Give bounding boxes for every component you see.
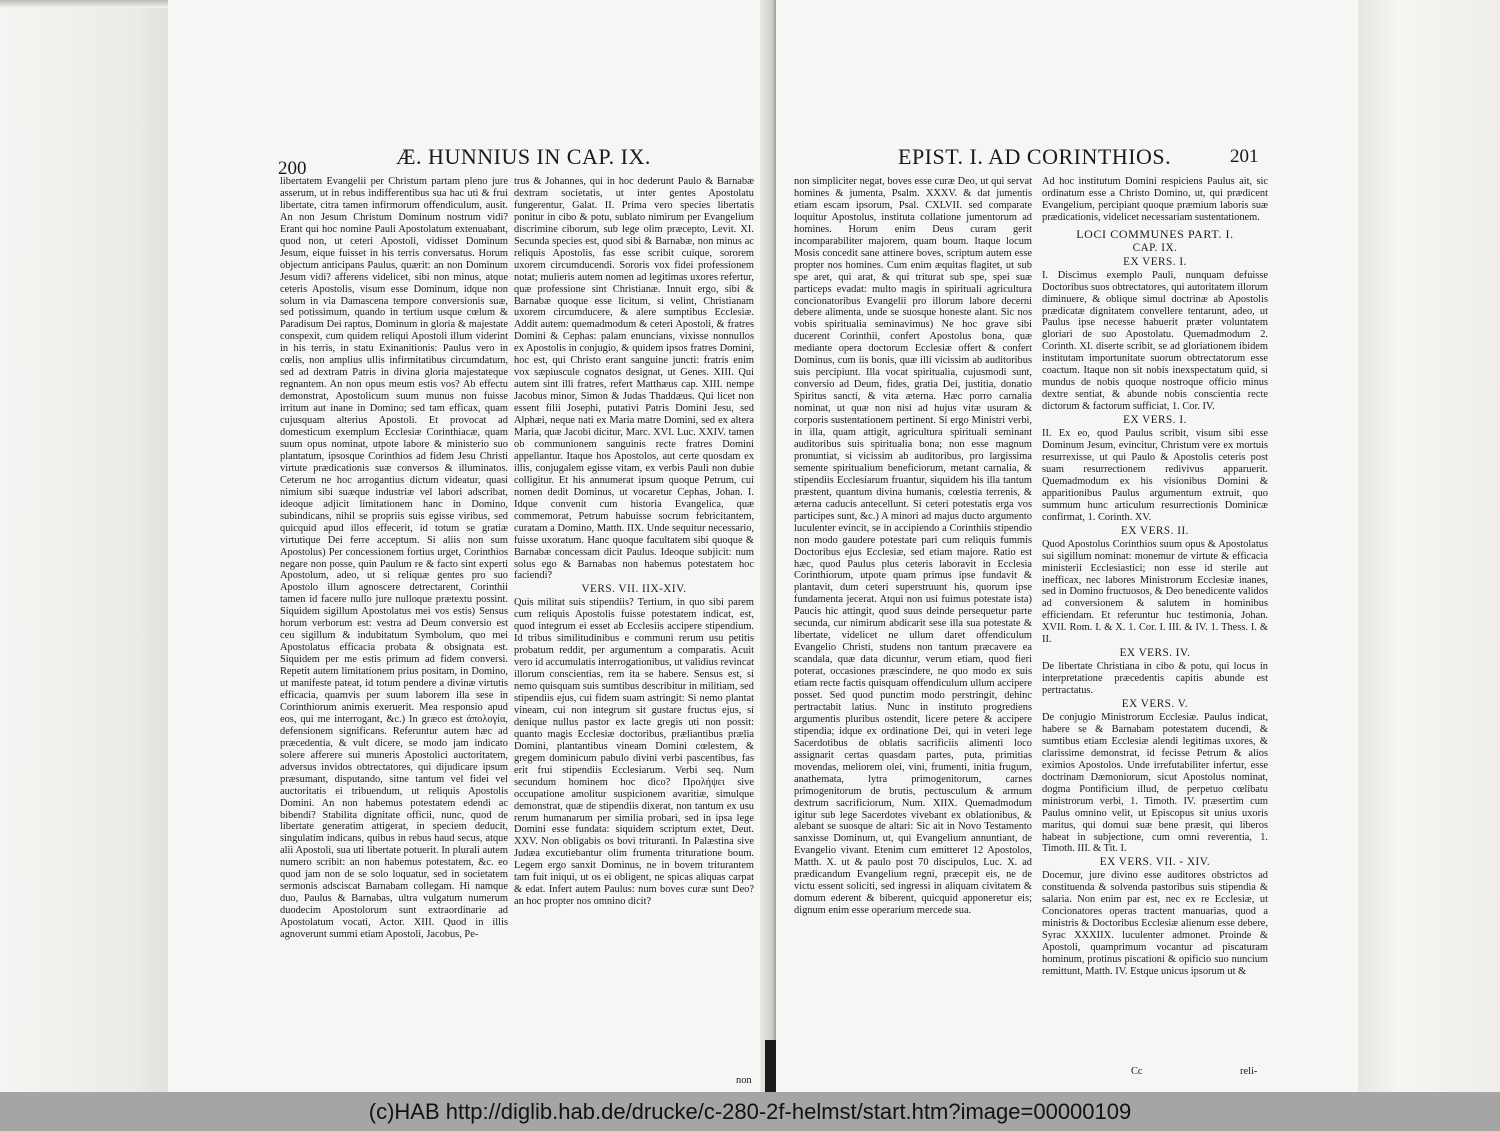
signature-mark: Cc bbox=[1131, 1066, 1143, 1077]
locus-6: Docemur, jure divino esse auditores obstrictos ad constituenda & solvenda pastoribus suis stipendia & salaria. Non enim par est, nec ex re Ecclesiæ, ut Concionatores operas tractent manuarias, quod a ministris & Doctoribus Ecclesiæ alienum esse debere, Syrac XXXIIX. luculenter admonet. Proinde & Apostoli, quamprimum vocantur ad piscaturam hominum, protinus piscationi & opificio suo nuncium remittunt, Matth. IV. Estque unicus ipsorum ut & bbox=[1042, 870, 1268, 977]
running-head-right: EPIST. I. AD CORINTHIOS. bbox=[898, 144, 1172, 169]
verse-heading-5: EX VERS. V. bbox=[1121, 698, 1189, 711]
catchword-right: reli- bbox=[1240, 1066, 1258, 1077]
footer-text: (c)HAB http://diglib.hab.de/drucke/c-280-2f-helmst/start.htm?image=00000109 bbox=[368, 1098, 1132, 1124]
right-page bbox=[776, 0, 1358, 1092]
verse-heading-2: EX VERS. II. bbox=[1121, 524, 1189, 537]
left-column-2 bbox=[514, 176, 754, 908]
chapter-heading: CAP. IX. bbox=[1132, 241, 1178, 254]
locus-5: De conjugio Ministrorum Ecclesiæ. Paulus indicat, habere se & Barnabam potestatem ducendi, & sumtibus etiam Ecclesiæ alendi legitimas uxores, & clarissime demonstrat, id fecisse Petrum & alios eximios Apostolos. Unde irrefutabiliter infertur, esse doctrinam Dæmoniorum, sicut Apostolus nominat, dogma Pontificium illud, de perpetuo cœlibatu ministrorum verbi, 1. Timoth. IV. præsertim cum Paulus omnino velit, ut Episcopus sit unius uxoris maritus, qui domui suæ bene præsit, qui liberos habeat in subjectione, cum omni reverentia, 1. Timoth. III. & Tit. I. bbox=[1042, 711, 1268, 855]
left-col2-text-a: trus & Johannes, qui in hoc dederunt Paulo & Barnabæ dextram societatis, ut inter gentes Apostolatu fungerentur, Galat. II. Prima vero species libertatis ponitur in cibo & potu, sublato nimirum per Evangelium discrimine ciborum, sub lege olim præcepto, Levit. XI. Secunda species est, quod sibi & Barnabæ, non minus ac reliquis Apostolis, fas esse scribit cuique, sororem uxorem circumducendi. Sororis vox fidei professionem notat; mulieris autem nomen ad legitimas uxores refertur, quæ professione sint Christianæ. Innuit ergo, sibi & Barnabæ quoque esse licitum, si velint, Christianam uxorem circumducere, & alere sumptibus Ecclesiæ. Addit autem: quemadmodum & ceteri Apostoli, & fratres Domini & Cephas: palam enuncians, vixisse nonnullos ex Apostolis in conjugio, & quidem ipsos fratres Domini, hoc est, qui Christo erant sanguine juncti: fratris enim vox sæpiuscule cognatos designat, ut Genes. XIII. Qui autem sint illi fratres, refert Matthæus cap. XIII. nempe Jacobus minor, Simon & Judas Thaddæus. Qui licet non essent filii Josephi, putativi Patris Domini Jesu, sed Alphæi, neque nati ex Maria matre Domini, sed ex altera Maria, quæ Jacobi dicitur, Marc. XVI. Luc. XXIV. tamen ob communionem sanguinis recte fratres Domini appellantur. Itaque hos Apostolos, aut certe quosdam ex illis, conjugalem egisse vitam, ex verbis Pauli non dubie colligitur. Et his annumerat ipsum quoque Petrum, cui nomen dedit Dominus, ut vocaretur Cephas, Johan. I. Idque convenit cum historia Evangelica, quæ commemorat, Petrum habuisse socrum febricitantem, curatam a Domino, Matth. IIX. Unde sequitur necessario, fuisse uxoratum. Hanc quoque facultatem sibi quoque & Barnabæ concessam dicit Paulus. Ideoque subjicit: num solus ego & Barnabas non habemus potestatem hoc faciendi? bbox=[514, 176, 754, 582]
left-column-1 bbox=[280, 176, 508, 941]
verse-heading-1b: EX VERS. I. bbox=[1123, 414, 1187, 427]
scan-left-margin bbox=[0, 0, 168, 1092]
left-page bbox=[168, 0, 774, 1092]
page-number-left: 200 bbox=[278, 158, 307, 179]
locus-2: II. Ex eo, quod Paulus scribit, visum sibi esse Dominum Jesum, evincitur, Christum vere ex mortuis resurrexisse, ut qui Paulo & Apostolis ceteris post suam resurrectionem redivivus apparuerit. Quemadmodum ex his visionibus Domini & apparitionibus Paulus argumentum extruit, quo summum hunc articulum resurrectionis Dominicæ confirmat, 1. Corinth. XV. bbox=[1042, 428, 1268, 523]
verse-heading-7: EX VERS. VII. - XIV. bbox=[1099, 856, 1211, 869]
locus-3: Quod Apostolus Corinthios suum opus & Apostolatus sui sigillum nominat: monemur de virtute & efficacia ministerii Ecclesiastici; non esse id sterile aut inefficax, nec labores Ministrorum Ecclesiæ inanes, sed in Domino fructuosos, & Deo benedicente validos ad conversionem & salutem in hominibus efficiendam. Et referuntur huc testimonia, Johan. XVII. Rom. I. & X. 1. Cor. I. III. & IV. 1. Thess. I. & II. bbox=[1042, 538, 1268, 646]
copyright-footer bbox=[0, 1092, 1500, 1131]
locus-1: I. Discimus exemplo Pauli, nunquam defuisse Doctoribus suos obtrectatores, qui autoritatem illorum diminuere, & oblique simul doctrinæ ab Apostolis prædicatæ dignitatem convellere tentarunt, adeo, ut Paulus ipse necesse habuerit præter voluntatem gloriari de suo Apostolatu. Quemadmodum 2. Corinth. XI. diserte scribit, se ad gloriationem ibidem institutam importunitate suorum obtrectatorum esse coactum. Itaque non sit nobis inexspectatum quid, si mundus de nobis quoque nostroque officio minus dextre sentiat, & abunde nobis conscientia recte dictorum & factorum sufficiat, 1. Cor. IV. bbox=[1042, 269, 1268, 413]
running-head-left: Æ. HUNNIUS IN CAP. IX. bbox=[396, 144, 651, 169]
verse-heading-4: EX VERS. IV. bbox=[1119, 647, 1191, 660]
scan-right-margin bbox=[1356, 0, 1500, 1092]
right-column-2 bbox=[1042, 176, 1268, 978]
loci-title: LOCI COMMUNES PART. I. bbox=[1076, 226, 1234, 241]
locus-4: De libertate Christiana in cibo & potu, qui locus in interpretatione præcedentis capitis abunde est pertractatus. bbox=[1042, 661, 1268, 697]
verse-heading-1: EX VERS. I. bbox=[1123, 255, 1187, 268]
left-col2-text-b: Quis militat suis stipendiis? Tertium, in quo sibi parem cum reliquis Apostolis fuisse potestatem indicat, est, quod integrum ei esset ab Ecclesiis accipere stipendium. Id tribus similitudinibus e communi rerum usu petitis probatum reddit, per argumentum a comparatis. Acuit vero id accumulatis interrogationibus, ut validius revincat illorum conscientias, rem ita se habere. Sensus est, si nemo quisquam suis sumtibus describitur in militiam, sed stipendiis ejus, cui fidem suam astringit: Si nemo plantat vineam, cui non integrum sit gustare fructus ejus, si denique nullus pastor ex lacte gregis uti non possit: quanto magis Ecclesiæ doctoribus, præliantibus prælia Domini, plantantibus vineam Domini cœlestem, & gregem dominicum pabulo divini verbi pascentibus, fas erit frui stipendiis Ecclesiarum. Verbi seq. Num secundum hominem hoc dico? Προλήψει sive occupatione amolitur suspicionem avaritiæ, simulque demonstrat, quæ de stipendiis dixerat, non tantum ex usu rerum humanarum per similia probari, sed in ipsa lege Domini esse fundata: siquidem scriptum extet, Deut. XXV. Non obligabis os bovi trituranti. In Palæstina sive Judæa excutiebantur olim frumenta trituratione boum. Legem ergo sanxit Dominus, ne in bovem triturantem tam fuit iniqui, ut os ei obligent, ne spicas aliquas carpat & edat. Infert autem Paulus: num boves curæ sunt Deo? an hoc propter nos omnino dicit? bbox=[514, 597, 754, 908]
verse-heading: VERS. VII. IIX-XIV. bbox=[581, 583, 687, 596]
catchword-left: non bbox=[736, 1075, 752, 1086]
page-number-right: 201 bbox=[1230, 146, 1259, 167]
left-col1-text: libertatem Evangelii per Christum partam pleno jure asserum, ut in rebus indifferentibus sua hac uti & frui libertate, citra tamen infirmorum offendiculum, ausit. An non Jesum Christum Dominum nostrum vidi? Erant qui hoc nomine Pauli Apostolatum extenuabant, quod non, ut ceteri Apostoli, vidisset Dominum Jesum, eique fuisset in his terris conversatus. Horum objectum anticipans Paulus, quærit: an non Dominum Jesum vidi? afferens videlicet, sibi non minus, atque ceteris Apostolis, visum esse Dominum, idque non solum in via Damascena tempore conversionis suæ, sed potissimum, quando in tertium usque cœlum & Paradisum Dei raptus, Dominum in gloria & majestate conspexit, cum quidem reliqui Apostoli illum viderint in his terris, in statu Exinanitionis: Paulus vero in cœlis, non amplius ullis infirmitatibus circumdatum, sed ad dextram Patris in divina gloria majestateque regnantem. An non opus meum estis vos? Ab effectu demonstrat, Apostolicum suum munus non fuisse irritum aut inane in Domino; sed tam efficax, quam cujusquam alterius Apostoli. Et provocat ad domesticum exemplum Ecclesiæ Corinthiacæ, quam suum opus nominat, utpote labore & ministerio suo plantatum, ipsosque Corinthios ad fidem Jesu Christi virtute prædicationis suæ conversos & illuminatos. Ceterum ne hoc arrogantius dictum videatur, quasi nimium sibi suæque industriæ vel labori adscribat, ideoque adjicit limitationem hanc in Domino, subindicans, nihil se propriis suis egisse viribus, sed quicquid apud illos effecerit, id totum se gratiæ virtutique Dei ferre acceptum. Si aliis non sum Apostolus) Per concessionem fortius urget, Corinthios negare non posse, quin Paulum re & facto sint experti Apostolum, adeo, ut si reliquæ gentes pro suo Apostolo illum agnoscere detrectarent, Corinthii tamen id facere nullo jure nulloque prætextu possint. Siquidem sigillum Apostolatus mei vos estis) Sensus horum verborum est: vestra ad Deum conversio est ceu sigillum & indubitatum Symbolum, quo mei Apostolatus efficacia probata & obsignata est. Siquidem per me estis primum ad fidem conversi. Repetit autem limitationem prius positam, in Domino, ut manifeste pateat, id totum pendere a divinæ virtutis efficacia, quamvis per suum laborem illa sese in Corinthiorum animis exeruerit. Mea responsio apud eos, qui me interrogant, &c.) In græco est ἀπολογία, defensionem significans. Referuntur autem hæc ad præcedentia, & vult dicere, se modo jam indicato solere afferere sui muneris Apostolici auctoritatem, adversus invidos obtrectatores, qui dijudicare ipsum præsumant, disputando, sitne tantum vel fidei vel auctoritatis ei tribuendum, ut reliquis Apostolis Domini. An non habemus potestatem edendi ac bibendi? Stabilita dignitate officii, nunc, quod de libertate generatim attigerat, in speciem deducit, singulatim indicans, quibus in rebus haud secus, atque alii Apostoli, sua uti libertate potuerit. In plurali autem numero scribit: an non habemus potestatem, &c. eo quod jam non de se solo loquatur, sed in societatem sermonis adsciscat Barnabam collegam. Hi namque duo, Paulus & Barnabas, ultra vulgatum numerum duodecim Apostolorum sunt extraordinarie ad Apostolatum vocati, Actor. XIII. Quod in illis agnoverunt summi etiam Apostoli, Jacobus, Pe- bbox=[280, 176, 508, 941]
right-col2-text-a: Ad hoc institutum Domini respiciens Paulus ait, sic ordinatum esse a Christo Domino, ut, qui prædicent Evangelium, percipiant quoque præmium laboris suæ prædicationis, videlicet necessariam sustentationem. bbox=[1042, 176, 1268, 223]
right-column-1 bbox=[794, 176, 1032, 917]
right-col1-text: non simpliciter negat, boves esse curæ Deo, ut qui servat homines & jumenta, Psalm. XXXV. & dat jumentis etiam escam ipsorum, Psal. CXLVII. sed comparate loquitur Apostolus, instituta collatione jumentorum ad homines. Horum enim Deus curam gerit incomparabiliter majorem, quam boum. Itaque locum Mosis concedit sane attinere boves, scriptum autem esse propter nos homines. Cum enim æquitas flagitet, ut sub spe aret, qui arat, & qui triturat sub spe, spei suæ particeps evadat: multo magis in spirituali agricultura concionatoribus Evangelii pro illorum labore decerni debere alimenta, unde se suosque honeste alant. Sic nos vobis spiritualia seminavimus) Ne hoc grave sibi ducerent Corinthii, confert Apostolus bona, quæ mediante opera doctorum Ecclesiæ offert & confert Dominus, cum iis bonis, quæ illi vicissim ab auditoribus suis percipiunt. Illa vocat spiritualia, cujusmodi sunt, conversio ad Deum, fides, gratia Dei, justitia, donatio Spiritus sancti, & vita æterna. Hæc porro carnalia nominat, ut quæ non nisi ad hujus vitæ usuram & corporis sustentationem pertinent. Si ergo Ministri verbi, in illa, quam attigit, agricultura spirituali seminant auditoribus suis spiritualia bona; non esse magnum pronuntiat, si vicissim ab auditoribus, pro largissima semente spiritualium beneficiorum, metant carnalia, & stipendiis Ecclesiarum fruantur, siquidem his illa tantum præstent, quantum divina humanis, cœlestia terrenis, & æterna caducis antecellunt. Si ceteri potestatis erga vos participes sunt, &c.) A minori ad majus ducto argumento luculenter evincit, se in accipiendo a Corinthiis stipendio non modo gaudere potestate pari cum reliquis fummis Doctoribus ejus Ecclesiæ, sed etiam majore. Ratio est hæc, quod Paulus plus ceteris laboravit in Ecclesia Corinthiorum, utpote quam primus ipse fundavit & plantavit, dum ceteri superstruunt his, quorum ipse fundamenta jecerat. Atqui non usi fuimus potestate ista) Paucis hic attingit, quod suus deinde persequetur parte secunda, cur nimirum abdicarit sese illa sua potestate & libertate, videlicet ne ullum daret offendiculum Evangelio Christi, studens non tantum præcavere ea scandala, quæ data dicuntur, verum etiam, quod fieri poterat, occasiones præscindere, ne quo modo ex suis etiam recte factis quisquam offendiculum ullum accipere posset. Sed quod punctim modo perstringit, dehinc pertractabit latius. Nunc in instituto progrediens argumentis pluribus ostendit, licere petere & accipere stipendia; idque ex ordinatione Dei, qui in veteri lege Sacerdotibus de oblatis sacrificiis alimenti loco assignarit certas quasdam partes, puta, primitias movendas, meliorem olei, vini, frumenti, initia frugum, anathemata, lytra primogenitorum, carnes primogenitorum de brutis, pectusculum & armum dextrum sacrificiorum, Num. XIIX. Quemadmodum igitur sub lege Sacerdotes vivebant ex oblationibus, & alebant se suosque de altari: Sic ait in Novo Testamento sanxisse Dominum, ut, qui Evangelium annuntiant, de Evangelio vivant. Etenim cum emitteret 12 Apostolos, Matth. X. ut & paulo post 70 discipulos, Luc. X. ad prædicandum Evangelium regni, præcepit eis, ne de victu essent soliciti, sed ingressi in aliquam civitatem & domum ederent & biberent, quicquid apponeretur eis; dignum enim esse operarium mercede sua. bbox=[794, 176, 1032, 917]
